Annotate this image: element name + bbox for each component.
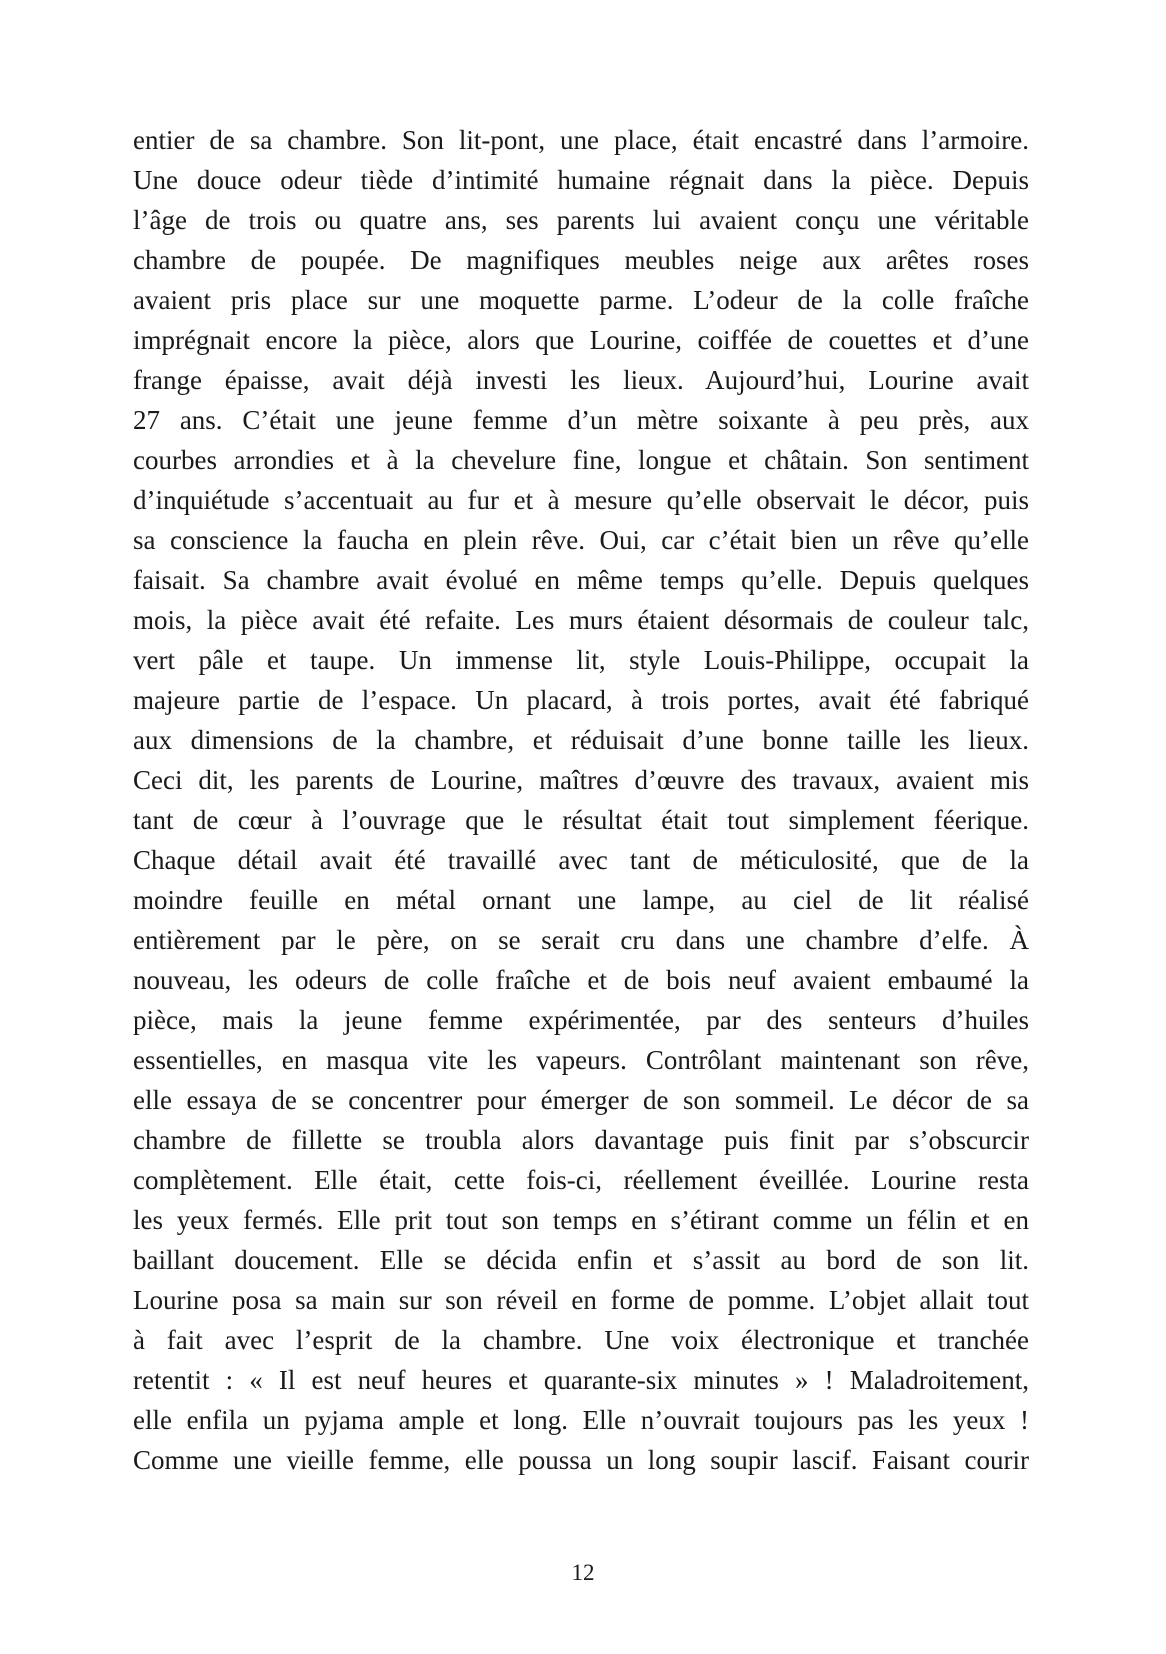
text-line: complètement. Elle était, cette fois-ci, réellement éveillée. Lourine resta — [133, 1165, 1029, 1195]
text-line: moindre feuille en métal ornant une lampe, au ciel de lit réalisé — [133, 885, 1029, 915]
text-line: 27 ans. C’était une jeune femme d’un mètre soixante à peu près, aux — [133, 405, 1029, 435]
text-line: aux dimensions de la chambre, et réduisait d’une bonne taille les lieux. — [133, 725, 1029, 755]
text-line: imprégnait encore la pièce, alors que Lourine, coiffée de couettes et d’une — [133, 325, 1029, 355]
text-line: Lourine posa sa main sur son réveil en forme de pomme. L’objet allait tout — [133, 1285, 1029, 1315]
text-line: les yeux fermés. Elle prit tout son temps en s’étirant comme un félin et en — [133, 1205, 1029, 1235]
text-line: faisait. Sa chambre avait évolué en même temps qu’elle. Depuis quelques — [133, 565, 1029, 595]
text-line: essentielles, en masqua vite les vapeurs. Contrôlant maintenant son rêve, — [133, 1045, 1029, 1075]
text-line: retentit : « Il est neuf heures et quarante-six minutes » ! Maladroitement, — [133, 1365, 1029, 1395]
text-line: nouveau, les odeurs de colle fraîche et de bois neuf avaient embaumé la — [133, 965, 1029, 995]
text-line: sa conscience la faucha en plein rêve. Oui, car c’était bien un rêve qu’elle — [133, 525, 1029, 555]
body-paragraph — [133, 120, 1029, 1480]
text-line: à fait avec l’esprit de la chambre. Une voix électronique et tranchée — [133, 1325, 1029, 1355]
text-line: entièrement par le père, on se serait cru dans une chambre d’elfe. À — [133, 925, 1029, 955]
text-line: tant de cœur à l’ouvrage que le résultat était tout simplement féerique. — [133, 805, 1029, 835]
text-line: d’inquiétude s’accentuait au fur et à mesure qu’elle observait le décor, puis — [133, 485, 1029, 515]
text-line: chambre de poupée. De magnifiques meubles neige aux arêtes roses — [133, 245, 1029, 275]
text-line: vert pâle et taupe. Un immense lit, style Louis-Philippe, occupait la — [133, 645, 1029, 675]
text-line: entier de sa chambre. Son lit-pont, une place, était encastré dans l’armoire. — [133, 125, 1029, 155]
text-line: pièce, mais la jeune femme expérimentée, par des senteurs d’huiles — [133, 1005, 1029, 1035]
text-line: frange épaisse, avait déjà investi les lieux. Aujourd’hui, Lourine avait — [133, 365, 1029, 395]
page-number: 12 — [571, 1560, 595, 1585]
text-line: mois, la pièce avait été refaite. Les murs étaient désormais de couleur talc, — [133, 605, 1029, 635]
text-line: Chaque détail avait été travaillé avec tant de méticulosité, que de la — [133, 845, 1029, 875]
text-line: Ceci dit, les parents de Lourine, maîtres d’œuvre des travaux, avaient mis — [133, 765, 1029, 795]
text-line: chambre de fillette se troubla alors davantage puis finit par s’obscurcir — [133, 1125, 1029, 1155]
text-line: majeure partie de l’espace. Un placard, à trois portes, avait été fabriqué — [133, 685, 1029, 715]
text-line: avaient pris place sur une moquette parme. L’odeur de la colle fraîche — [133, 285, 1029, 315]
text-line: l’âge de trois ou quatre ans, ses parents lui avaient conçu une véritable — [133, 205, 1029, 235]
text-line: baillant doucement. Elle se décida enfin et s’assit au bord de son lit. — [133, 1245, 1029, 1275]
text-line: elle essaya de se concentrer pour émerger de son sommeil. Le décor de sa — [133, 1085, 1029, 1115]
text-line: elle enfila un pyjama ample et long. Elle n’ouvrait toujours pas les yeux ! — [133, 1405, 1029, 1435]
text-line: Comme une vieille femme, elle poussa un long soupir lascif. Faisant courir — [133, 1445, 1029, 1475]
text-line: courbes arrondies et à la chevelure fine, longue et châtain. Son sentiment — [133, 445, 1029, 475]
text-line: Une douce odeur tiède d’intimité humaine régnait dans la pièce. Depuis — [133, 165, 1029, 195]
